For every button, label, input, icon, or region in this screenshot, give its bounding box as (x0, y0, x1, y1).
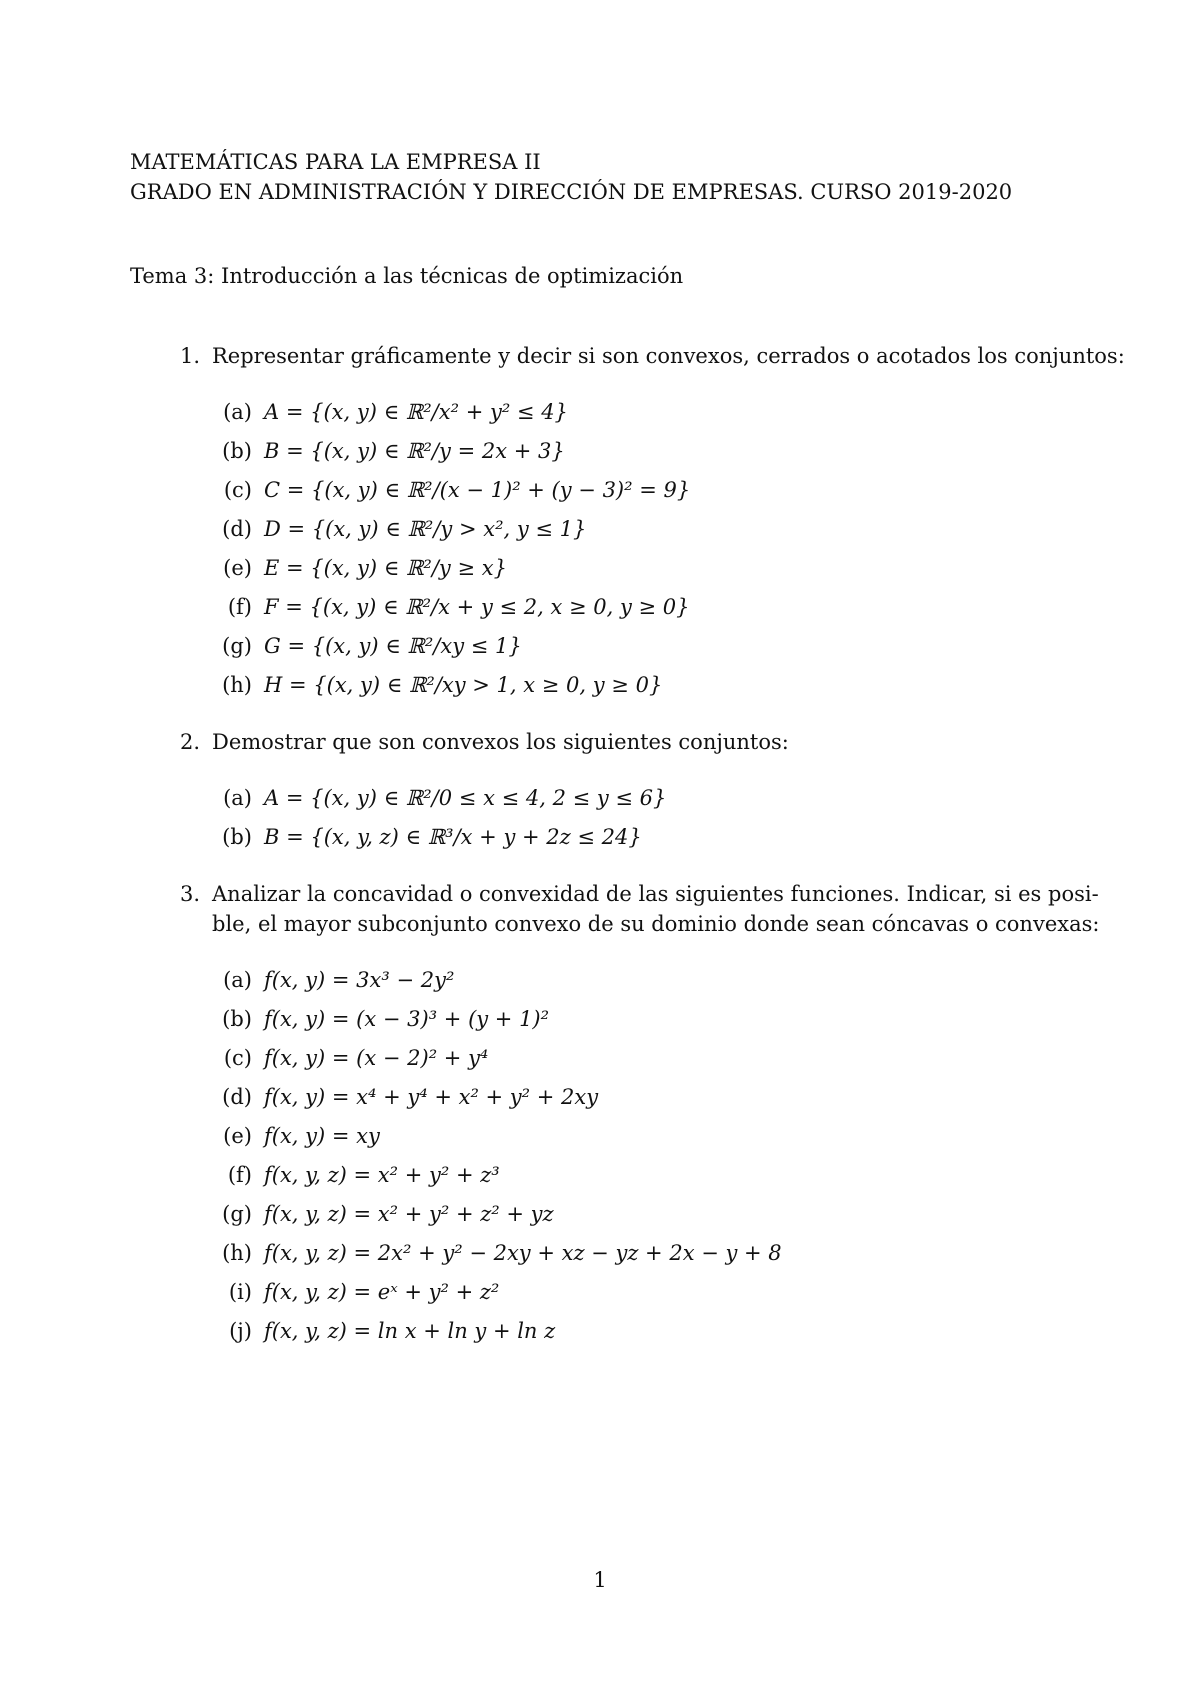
question-text-line1: Analizar la concavidad o convexidad de las siguientes funciones. Indicar, si es posi- (212, 882, 1099, 906)
item-math: f(x, y, z) = 2x² + y² − 2xy + xz − yz + 2x − y + 8 (264, 1241, 782, 1265)
item-label: (i) (228, 1280, 252, 1304)
header-title: MATEMÁTICAS PARA LA EMPRESA II (130, 150, 541, 174)
question-text: Representar gráficamente y decir si son convexos, cerrados o acotados los conjuntos: (212, 344, 1125, 368)
item-math: H = {(x, y) ∈ ℝ²/xy > 1, x ≥ 0, y ≥ 0} (264, 673, 663, 697)
item-label: (e) (223, 556, 252, 580)
question-number: 2. (179, 730, 200, 754)
item-label: (d) (222, 517, 252, 541)
item-label: (b) (222, 439, 252, 463)
question-number: 1. (179, 344, 200, 368)
item-math: f(x, y) = x⁴ + y⁴ + x² + y² + 2xy (264, 1085, 599, 1109)
item-label: (c) (223, 478, 252, 502)
item-label: (a) (223, 968, 252, 992)
item-math: f(x, y, z) = x² + y² + z³ (264, 1163, 500, 1187)
item-math: f(x, y, z) = eˣ + y² + z² (264, 1280, 500, 1304)
item-label: (d) (222, 1085, 252, 1109)
question-text-line2: ble, el mayor subconjunto convexo de su dominio donde sean cóncavas o convexas: (212, 912, 1100, 936)
item-math: C = {(x, y) ∈ ℝ²/(x − 1)² + (y − 3)² = 9} (264, 478, 691, 502)
item-math: f(x, y) = 3x³ − 2y² (264, 968, 455, 992)
item-label: (b) (222, 1007, 252, 1031)
item-math: f(x, y) = (x − 3)³ + (y + 1)² (264, 1007, 550, 1031)
item-math: f(x, y, z) = ln x + ln y + ln z (264, 1319, 556, 1343)
item-label: (h) (222, 1241, 252, 1265)
item-math: f(x, y) = (x − 2)² + y⁴ (264, 1046, 489, 1070)
item-math: A = {(x, y) ∈ ℝ²/0 ≤ x ≤ 4, 2 ≤ y ≤ 6} (264, 786, 667, 810)
item-label: (b) (222, 825, 252, 849)
header-subtitle: GRADO EN ADMINISTRACIÓN Y DIRECCIÓN DE EMPRESAS. CURSO 2019-2020 (130, 180, 1013, 204)
item-label: (a) (223, 786, 252, 810)
item-label: (f) (227, 595, 252, 619)
item-label: (g) (222, 634, 252, 658)
item-math: B = {(x, y, z) ∈ ℝ³/x + y + 2z ≤ 24} (264, 825, 642, 849)
item-label: (f) (227, 1163, 252, 1187)
item-math: F = {(x, y) ∈ ℝ²/x + y ≤ 2, x ≥ 0, y ≥ 0} (264, 595, 690, 619)
item-label: (e) (223, 1124, 252, 1148)
item-math: f(x, y, z) = x² + y² + z² + yz (264, 1202, 554, 1226)
item-label: (h) (222, 673, 252, 697)
item-math: A = {(x, y) ∈ ℝ²/x² + y² ≤ 4} (264, 400, 568, 424)
item-math: G = {(x, y) ∈ ℝ²/xy ≤ 1} (264, 634, 522, 658)
item-label: (j) (229, 1319, 252, 1343)
page-number: 1 (593, 1568, 607, 1592)
item-math: f(x, y) = xy (264, 1124, 380, 1148)
question-text: Demostrar que son convexos los siguientes conjuntos: (212, 730, 789, 754)
item-label: (a) (223, 400, 252, 424)
question-number: 3. (179, 882, 200, 906)
item-math: B = {(x, y) ∈ ℝ²/y = 2x + 3} (264, 439, 565, 463)
item-math: D = {(x, y) ∈ ℝ²/y > x², y ≤ 1} (264, 517, 587, 541)
item-math: E = {(x, y) ∈ ℝ²/y ≥ x} (264, 556, 507, 580)
item-label: (g) (222, 1202, 252, 1226)
topic-title: Tema 3: Introducción a las técnicas de optimización (130, 264, 684, 288)
item-label: (c) (223, 1046, 252, 1070)
